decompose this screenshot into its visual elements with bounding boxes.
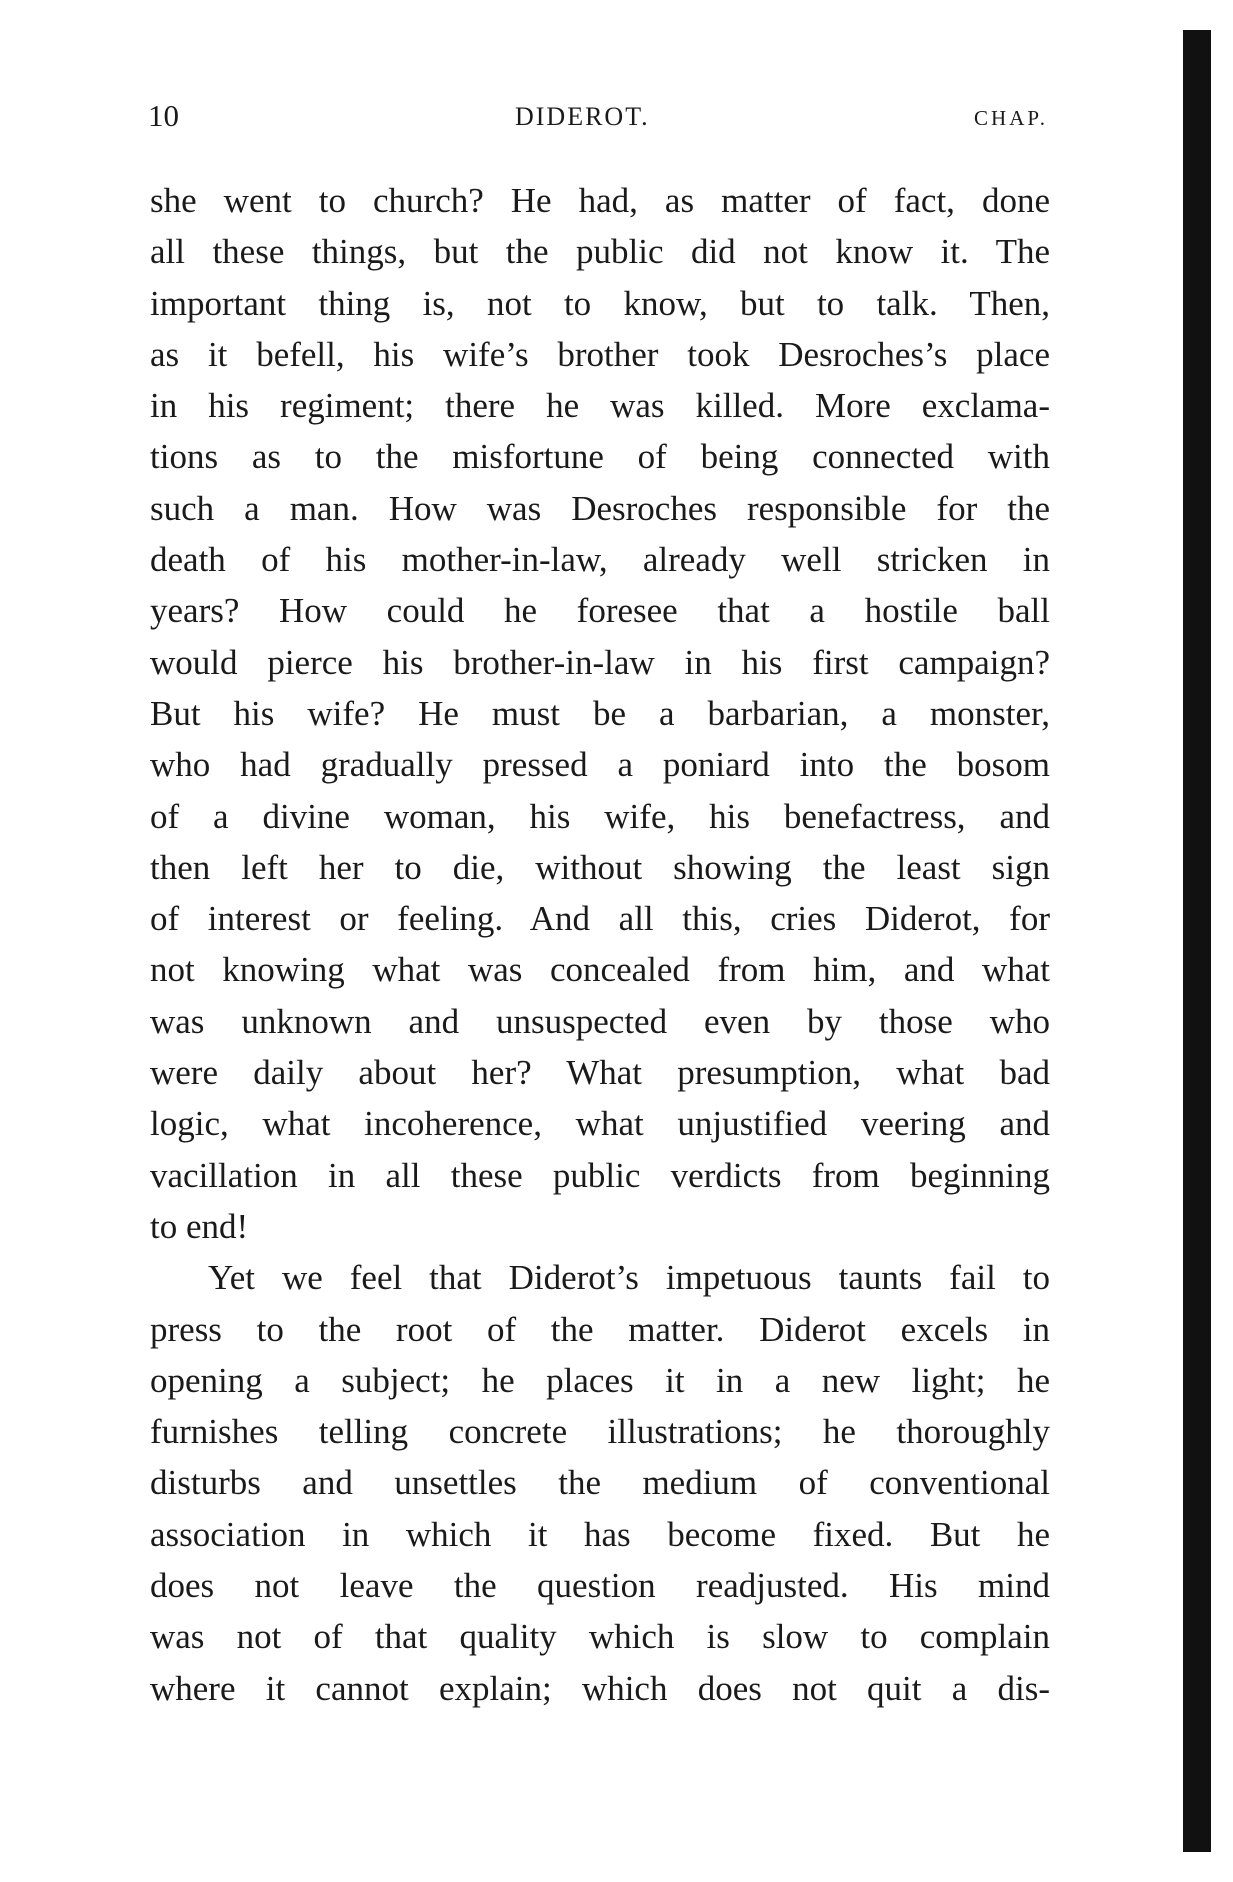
text-line: then left her to die, without showing the least sign <box>150 847 1050 887</box>
text-line: death of his mother-in-law, already well stricken in <box>150 540 1050 580</box>
text-line: was unknown and unsuspected even by those who <box>150 1001 1050 1041</box>
text-line: she went to church? He had, as matter of fact, done <box>150 181 1050 220</box>
text-line: of a divine woman, his wife, his benefactress, and <box>150 796 1050 836</box>
text-line: such a man. How was Desroches responsible for the <box>150 488 1050 528</box>
text-line: were daily about her? What presumption, what bad <box>150 1053 1050 1093</box>
text-line: who had gradually pressed a poniard into the bosom <box>150 745 1050 785</box>
paragraph-1 <box>150 175 1050 1252</box>
text-line: in his regiment; there he was killed. More exclama- <box>150 386 1050 426</box>
text-line: press to the root of the matter. Diderot excels in <box>150 1309 1050 1349</box>
text-line: important thing is, not to know, but to talk. Then, <box>150 283 1050 323</box>
text-line: furnishes telling concrete illustrations; he thoroughly <box>150 1412 1050 1452</box>
page-number: 10 <box>148 98 179 133</box>
binding-edge <box>1183 30 1211 1852</box>
text-line: to end! <box>150 1206 249 1246</box>
running-title: DIDEROT. <box>515 102 650 131</box>
text-line: where it cannot explain; which does not quit a dis- <box>150 1668 1050 1708</box>
text-line: Yet we feel that Diderot’s impetuous taunts fail to <box>208 1258 1050 1298</box>
text-line: opening a subject; he places it in a new light; he <box>150 1360 1050 1400</box>
text-line: not knowing what was concealed from him, and what <box>150 950 1050 990</box>
text-line: would pierce his brother-in-law in his first campaign? <box>150 642 1050 682</box>
text-line: But his wife? He must be a barbarian, a monster, <box>150 693 1050 733</box>
paragraph-2 <box>150 1252 1050 1714</box>
text-line: years? How could he foresee that a hostile ball <box>150 591 1050 631</box>
text-line: tions as to the misfortune of being connected with <box>150 437 1050 477</box>
text-line: as it befell, his wife’s brother took Desroches’s place <box>150 334 1050 374</box>
text-line: disturbs and unsettles the medium of conventional <box>150 1463 1050 1503</box>
text-line: logic, what incoherence, what unjustified veering and <box>150 1104 1050 1144</box>
running-head <box>148 98 1048 138</box>
text-line: does not leave the question readjusted. His mind <box>150 1566 1050 1606</box>
text-line: association in which it has become fixed. But he <box>150 1514 1050 1554</box>
text-line: all these things, but the public did not know it. The <box>150 232 1050 272</box>
text-line: of interest or feeling. And all this, cries Diderot, for <box>150 899 1050 939</box>
text-line: was not of that quality which is slow to complain <box>150 1617 1050 1657</box>
text-line: vacillation in all these public verdicts from beginning <box>150 1155 1050 1195</box>
body-text <box>150 175 1050 1714</box>
running-section: CHAP. <box>974 106 1048 130</box>
